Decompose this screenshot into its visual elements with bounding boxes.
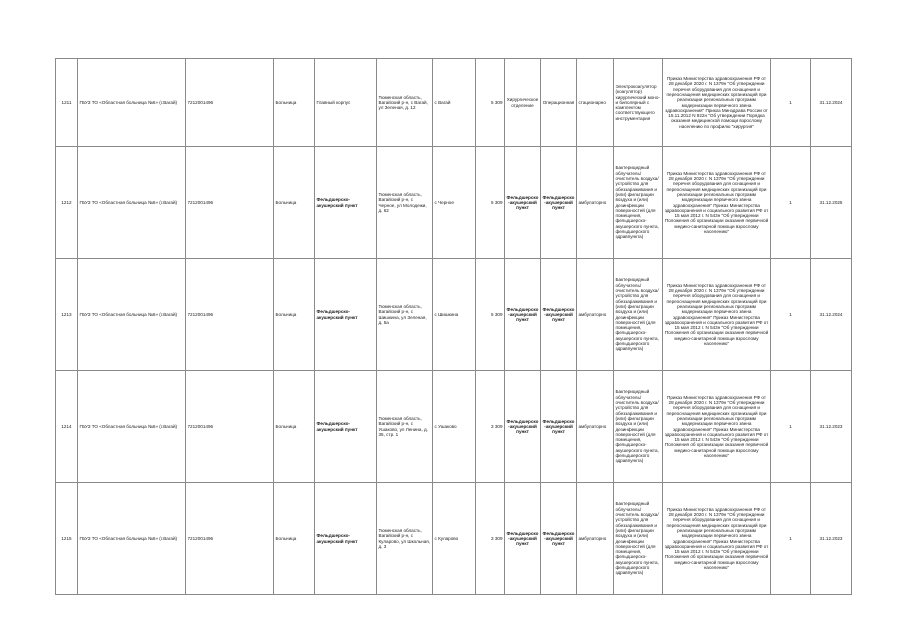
cell-settlement: с Куларово bbox=[433, 483, 476, 595]
cell-regulatory-document: Приказ Министерства здравоохранения РФ от 28 декабря 2020 г. N 1379н "Об утверждении перечня оборудования для оснащения и переоснащения медицинских организаций при реализации региональных программ модернизации первичного звена здравоохранения" Приказ Министерства здравоохранения и социального развития РФ от 15 мая 2012 г. N 543н "Об утверждении Положения об организации оказания первичной медико-санитарной помощи взрослому населению" bbox=[663, 147, 771, 259]
cell-row-number: 1212 bbox=[56, 147, 78, 259]
cell-facility-type: Больница bbox=[274, 147, 315, 259]
cell-equipment-name: Электрокоагулятор (коагулятор) хирургический моно- и биполярный с комплектом соответствующего инструментария bbox=[614, 59, 663, 147]
table-row bbox=[56, 59, 852, 147]
cell-department: Фельдшерско-акушерский пункт bbox=[505, 483, 541, 595]
cell-address: Тюменская область, Вагайский р-н, с Ушаково, ул Ленина, д. 35, стр. 1 bbox=[377, 371, 433, 483]
cell-settlement: с Вагай bbox=[433, 59, 476, 147]
cell-quantity: 1 bbox=[771, 147, 811, 259]
table-row bbox=[56, 483, 852, 595]
cell-building-name: Фельдшерско-акушерский пункт bbox=[315, 483, 377, 595]
cell-facility-type: Больница bbox=[274, 59, 315, 147]
cell-address: Тюменская область, Вагайский р-н, с Вагай, ул Зеленая, д. 12 bbox=[377, 59, 433, 147]
cell-profile: Фельдшерско-акушерский пункт bbox=[541, 371, 577, 483]
cell-quantity: 1 bbox=[771, 259, 811, 371]
cell-organization-name: ГБУЗ ТО «Областная больница №6» (г.Вагай) bbox=[78, 483, 186, 595]
cell-settlement: с Ушаково bbox=[433, 371, 476, 483]
cell-due-date: 31.12.2025 bbox=[811, 147, 852, 259]
cell-organization-name: ГБУЗ ТО «Областная больница №6» (г.Вагай) bbox=[78, 371, 186, 483]
cell-population: 5 309 bbox=[476, 59, 505, 147]
cell-care-form: стационарно bbox=[577, 59, 614, 147]
equipment-table bbox=[55, 58, 852, 595]
cell-building-name: Фельдшерско-акушерский пункт bbox=[315, 259, 377, 371]
cell-care-form: амбулаторно bbox=[577, 483, 614, 595]
cell-regulatory-document: Приказ Министерства здравоохранения РФ от 28 декабря 2020 г. N 1379н "Об утверждении перечня оборудования для оснащения и переоснащения медицинских организаций при реализации региональных программ модернизации первичного звена здравоохранения" Приказ Министерства здравоохранения и социального развития РФ от 15 мая 2012 г. N 543н "Об утверждении Положения об организации оказания первичной медико-санитарной помощи взрослому населению" bbox=[663, 371, 771, 483]
cell-building-name: Главный корпус bbox=[315, 59, 377, 147]
cell-regulatory-document: Приказ Министерства здравоохранения РФ от 28 декабря 2020 г. N 1379н "Об утверждении перечня оборудования для оснащения и переоснащения медицинских организаций при реализации региональных программ модернизации первичного звена здравоохранения" Приказ Министерства здравоохранения и социального развития РФ от 15 мая 2012 г. N 543н "Об утверждении Положения об организации оказания первичной медико-санитарной помощи взрослому населению" bbox=[663, 483, 771, 595]
cell-care-form: амбулаторно bbox=[577, 371, 614, 483]
table-row bbox=[56, 147, 852, 259]
cell-settlement: с Шишкина bbox=[433, 259, 476, 371]
cell-equipment-name: Бактерицидный облучатель/очиститель воздуха/устройство для обеззараживания и (или) фильтрации воздуха и (или) дезинфекции поверхностей (для помещения, фельдшерско-акушерского пункта, фельдшерского здравпункта) bbox=[614, 259, 663, 371]
cell-inn-code: 7212001496 bbox=[186, 371, 274, 483]
cell-profile: Фельдшерско-акушерский пункт bbox=[541, 259, 577, 371]
cell-due-date: 31.12.2024 bbox=[811, 259, 852, 371]
table-row bbox=[56, 371, 852, 483]
cell-due-date: 31.12.2024 bbox=[811, 59, 852, 147]
cell-population: 5 309 bbox=[476, 259, 505, 371]
cell-department: Фельдшерско-акушерский пункт bbox=[505, 371, 541, 483]
cell-population: 3 309 bbox=[476, 371, 505, 483]
cell-facility-type: Больница bbox=[274, 371, 315, 483]
cell-organization-name: ГБУЗ ТО «Областная больница №6» (г.Вагай) bbox=[78, 259, 186, 371]
cell-facility-type: Больница bbox=[274, 259, 315, 371]
cell-population: 5 309 bbox=[476, 147, 505, 259]
cell-address: Тюменская область, Вагайский р-н, с Шишкина, ул Зеленая, д. 5а bbox=[377, 259, 433, 371]
cell-building-name: Фельдшерско-акушерский пункт bbox=[315, 147, 377, 259]
cell-row-number: 1214 bbox=[56, 371, 78, 483]
cell-building-name: Фельдшерско-акушерский пункт bbox=[315, 371, 377, 483]
cell-organization-name: ГБУЗ ТО «Областная больница №6» (г.Вагай) bbox=[78, 59, 186, 147]
cell-inn-code: 7212001496 bbox=[186, 259, 274, 371]
cell-profile: Фельдшерско-акушерский пункт bbox=[541, 483, 577, 595]
cell-quantity: 1 bbox=[771, 59, 811, 147]
cell-inn-code: 7212001496 bbox=[186, 147, 274, 259]
cell-address: Тюменская область, Вагайский р-н, с Черное, ул Молодежи, д. 62 bbox=[377, 147, 433, 259]
cell-equipment-name: Бактерицидный облучатель/очиститель воздуха/устройство для обеззараживания и (или) фильтрации воздуха и (или) дезинфекции поверхностей (для помещения, фельдшерско-акушерского пункта, фельдшерского здравпункта) bbox=[614, 483, 663, 595]
cell-row-number: 1211 bbox=[56, 59, 78, 147]
cell-department: Фельдшерско-акушерский пункт bbox=[505, 259, 541, 371]
cell-quantity: 1 bbox=[771, 371, 811, 483]
cell-row-number: 1215 bbox=[56, 483, 78, 595]
cell-regulatory-document: Приказ Министерства здравоохранения РФ от 28 декабря 2020 г. N 1379н "Об утверждении перечня оборудования для оснащения и переоснащения медицинских организаций при реализации региональных программ модернизации первичного звена здравоохранения" Приказ Минздрава России от 15.11.2012 N 922н "Об утверждении Порядка оказания медицинской помощи взрослому населению по профилю "хирургия" bbox=[663, 59, 771, 147]
cell-equipment-name: Бактерицидный облучатель/очиститель воздуха/устройство для обеззараживания и (или) фильтрации воздуха и (или) дезинфекции поверхностей (для помещения, фельдшерско-акушерского пункта, фельдшерского здравпункта) bbox=[614, 371, 663, 483]
cell-regulatory-document: Приказ Министерства здравоохранения РФ от 28 декабря 2020 г. N 1379н "Об утверждении перечня оборудования для оснащения и переоснащения медицинских организаций при реализации региональных программ модернизации первичного звена здравоохранения" Приказ Министерства здравоохранения и социального развития РФ от 15 мая 2012 г. N 543н "Об утверждении Положения об организации оказания первичной медико-санитарной помощи взрослому населению" bbox=[663, 259, 771, 371]
cell-due-date: 31.12.2023 bbox=[811, 483, 852, 595]
table-row bbox=[56, 259, 852, 371]
cell-profile: Операционная bbox=[541, 59, 577, 147]
cell-population: 3 309 bbox=[476, 483, 505, 595]
cell-inn-code: 7212001496 bbox=[186, 483, 274, 595]
cell-due-date: 31.12.2023 bbox=[811, 371, 852, 483]
cell-care-form: амбулаторно bbox=[577, 259, 614, 371]
cell-profile: Фельдшерско-акушерский пункт bbox=[541, 147, 577, 259]
cell-settlement: с Черное bbox=[433, 147, 476, 259]
cell-department: Фельдшерско-акушерский пункт bbox=[505, 147, 541, 259]
cell-row-number: 1213 bbox=[56, 259, 78, 371]
cell-inn-code: 7212001496 bbox=[186, 59, 274, 147]
cell-care-form: амбулаторно bbox=[577, 147, 614, 259]
cell-equipment-name: Бактерицидный облучатель/очиститель воздуха/устройство для обеззараживания и (или) фильтрации воздуха и (или) дезинфекции поверхностей (для помещения, фельдшерско-акушерского пункта, фельдшерского здравпункта) bbox=[614, 147, 663, 259]
cell-department: Хирургическое отделение bbox=[505, 59, 541, 147]
cell-facility-type: Больница bbox=[274, 483, 315, 595]
cell-address: Тюменская область, Вагайский р-н, с Куларово, ул Школьная, д. 3 bbox=[377, 483, 433, 595]
cell-organization-name: ГБУЗ ТО «Областная больница №6» (г.Вагай) bbox=[78, 147, 186, 259]
cell-quantity: 1 bbox=[771, 483, 811, 595]
